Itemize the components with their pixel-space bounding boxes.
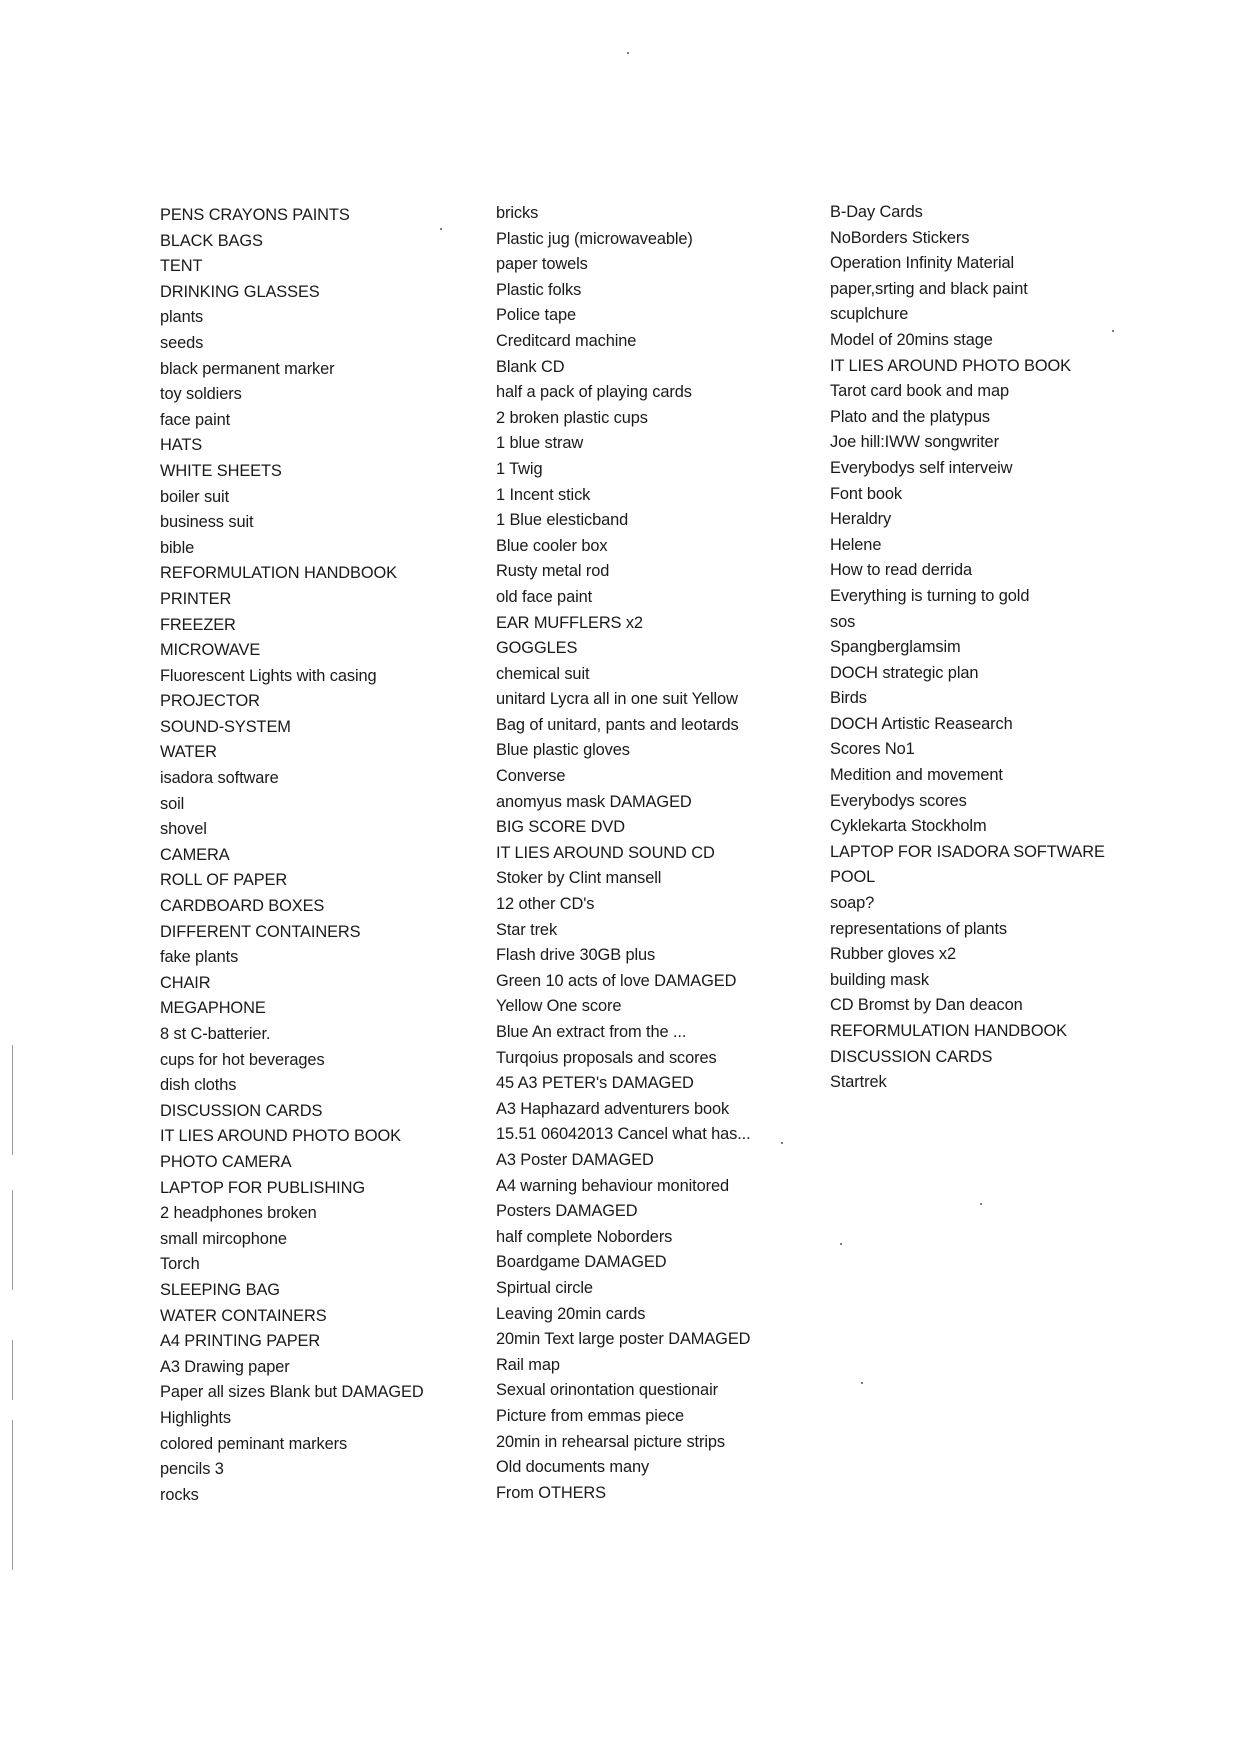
inventory-item: DISCUSSION CARDS <box>830 1047 993 1066</box>
inventory-item: Boardgame DAMAGED <box>496 1253 667 1272</box>
inventory-item: A3 Drawing paper <box>160 1357 290 1376</box>
inventory-item: 8 st C-batterier. <box>160 1025 271 1043</box>
scan-speck <box>861 1382 863 1384</box>
inventory-item: Torch <box>160 1255 200 1274</box>
inventory-item: PROJECTOR <box>160 692 260 711</box>
inventory-item: MICROWAVE <box>160 641 261 660</box>
inventory-item: building mask <box>830 970 929 989</box>
inventory-column-1 <box>160 203 424 1508</box>
inventory-item: paper towels <box>496 255 588 274</box>
inventory-item: DOCH strategic plan <box>830 663 979 682</box>
inventory-item: Bag of unitard, pants and leotards <box>496 715 739 734</box>
inventory-item: soap? <box>830 894 875 913</box>
inventory-item: representations of plants <box>830 919 1007 938</box>
inventory-item: LAPTOP FOR ISADORA SOFTWARE <box>830 842 1105 861</box>
inventory-item: REFORMULATION HANDBOOK <box>830 1022 1068 1040</box>
inventory-item: business suit <box>160 513 254 532</box>
inventory-item: Font book <box>830 484 902 503</box>
scan-edge-line <box>12 1045 13 1155</box>
inventory-item: pencils 3 <box>160 1460 224 1479</box>
inventory-item: A4 warning behaviour monitored <box>496 1176 729 1195</box>
inventory-item: fake plants <box>160 948 239 967</box>
inventory-item: cups for hot beverages <box>160 1050 325 1069</box>
inventory-item: Rusty metal rod <box>496 562 610 581</box>
inventory-item: shovel <box>160 820 207 839</box>
inventory-item: Creditcard machine <box>496 331 637 350</box>
inventory-item: half complete Noborders <box>496 1227 673 1246</box>
inventory-column-2 <box>496 201 751 1506</box>
inventory-item: boiler suit <box>160 487 230 506</box>
scan-speck <box>840 1243 842 1245</box>
inventory-item: A3 Poster DAMAGED <box>496 1150 654 1169</box>
inventory-item: Blue cooler box <box>496 536 608 555</box>
inventory-item: chemical suit <box>496 664 590 683</box>
inventory-item: PHOTO CAMERA <box>160 1152 292 1171</box>
inventory-item: 20min Text large poster DAMAGED <box>496 1330 751 1349</box>
inventory-item: Converse <box>496 767 566 786</box>
inventory-item: Blank CD <box>496 357 565 376</box>
inventory-item: IT LIES AROUND SOUND CD <box>496 843 715 862</box>
inventory-item: A3 Haphazard adventurers book <box>496 1099 730 1118</box>
inventory-item: 45 A3 PETER's DAMAGED <box>496 1074 694 1093</box>
inventory-item: 1 Twig <box>496 459 543 478</box>
inventory-item: Everybodys scores <box>830 791 967 810</box>
inventory-item: 15.51 06042013 Cancel what has... <box>496 1125 751 1144</box>
inventory-item: bricks <box>496 204 539 222</box>
inventory-item: Rail map <box>496 1355 560 1374</box>
inventory-item: small mircophone <box>160 1229 287 1248</box>
inventory-item: soil <box>160 794 185 813</box>
inventory-item: WATER <box>160 743 217 762</box>
inventory-item: DIFFERENT CONTAINERS <box>160 922 361 941</box>
inventory-item: bible <box>160 538 195 557</box>
inventory-item: DISCUSSION CARDS <box>160 1101 323 1120</box>
inventory-item: Flash drive 30GB plus <box>496 946 656 965</box>
inventory-item: 2 headphones broken <box>160 1204 317 1223</box>
inventory-item: black permanent marker <box>160 359 335 378</box>
scan-edge-line <box>12 1420 13 1570</box>
inventory-item: Spangberglamsim <box>830 638 961 657</box>
inventory-item: CARDBOARD BOXES <box>160 897 325 916</box>
inventory-item: POOL <box>830 868 876 887</box>
inventory-item: Fluorescent Lights with casing <box>160 666 377 685</box>
inventory-item: rocks <box>160 1485 199 1504</box>
inventory-item: SOUND-SYSTEM <box>160 717 291 736</box>
inventory-item: Leaving 20min cards <box>496 1304 646 1323</box>
inventory-item: DOCH Artistic Reasearch <box>830 714 1013 733</box>
inventory-item: Cyklekarta Stockholm <box>830 817 987 836</box>
inventory-item: Joe hill:IWW songwriter <box>830 433 999 452</box>
scan-edge-line <box>12 1190 13 1290</box>
inventory-item: dish cloths <box>160 1076 237 1095</box>
scan-edge-line <box>12 1340 13 1400</box>
inventory-item: How to read derrida <box>830 561 973 580</box>
inventory-item: IT LIES AROUND PHOTO BOOK <box>160 1127 401 1146</box>
inventory-item: GOGGLES <box>496 639 578 658</box>
inventory-item: Turqoius proposals and scores <box>496 1048 717 1067</box>
inventory-item: CAMERA <box>160 845 230 864</box>
inventory-item: Plato and the platypus <box>830 407 991 426</box>
inventory-item: Helene <box>830 535 882 554</box>
inventory-item: SLEEPING BAG <box>160 1280 280 1299</box>
scan-speck <box>440 228 442 230</box>
inventory-item: Medition and movement <box>830 766 1003 785</box>
inventory-item: Operation Infinity Material <box>830 254 1015 273</box>
inventory-item: 2 broken plastic cups <box>496 408 648 427</box>
inventory-item: MEGAPHONE <box>160 999 266 1018</box>
inventory-item: unitard Lycra all in one suit Yellow <box>496 690 738 709</box>
inventory-item: CD Bromst by Dan deacon <box>830 996 1023 1015</box>
inventory-item: TENT <box>160 257 203 276</box>
inventory-item: Picture from emmas piece <box>496 1406 684 1425</box>
inventory-item: B-Day Cards <box>830 203 923 221</box>
inventory-item: REFORMULATION HANDBOOK <box>160 564 398 583</box>
inventory-column-3 <box>830 200 1105 1096</box>
inventory-item: Heraldry <box>830 510 892 529</box>
inventory-item: Spirtual circle <box>496 1278 593 1297</box>
inventory-item: sos <box>830 612 856 631</box>
scan-speck <box>980 1203 982 1205</box>
inventory-item: WATER CONTAINERS <box>160 1306 327 1325</box>
inventory-item: colored peminant markers <box>160 1434 348 1453</box>
inventory-item: Everybodys self interveiw <box>830 458 1013 477</box>
inventory-item: anomyus mask DAMAGED <box>496 792 692 811</box>
inventory-item: 1 Blue elesticband <box>496 511 629 530</box>
inventory-item: IT LIES AROUND PHOTO BOOK <box>830 356 1071 375</box>
inventory-item: FREEZER <box>160 615 236 634</box>
inventory-item: Scores No1 <box>830 740 915 759</box>
inventory-item: Stoker by Clint mansell <box>496 869 662 888</box>
inventory-item: CHAIR <box>160 973 211 992</box>
inventory-item: 1 blue straw <box>496 434 584 453</box>
inventory-item: seeds <box>160 333 204 352</box>
inventory-item: 12 other CD's <box>496 895 595 914</box>
inventory-item: Birds <box>830 689 867 708</box>
inventory-item: face paint <box>160 410 231 429</box>
inventory-item: Paper all sizes Blank but DAMAGED <box>160 1383 424 1402</box>
inventory-item: 1 Incent stick <box>496 485 591 504</box>
inventory-item: DRINKING GLASSES <box>160 282 320 301</box>
inventory-item: Yellow One score <box>496 997 622 1016</box>
inventory-item: PENS CRAYONS PAINTS <box>160 206 350 224</box>
inventory-item: LAPTOP FOR PUBLISHING <box>160 1178 365 1197</box>
inventory-item: NoBorders Stickers <box>830 228 970 247</box>
inventory-item: Rubber gloves x2 <box>830 945 956 964</box>
inventory-item: old face paint <box>496 587 593 606</box>
inventory-item: Startrek <box>830 1073 887 1092</box>
inventory-item: Blue plastic gloves <box>496 741 630 760</box>
inventory-item: From OTHERS <box>496 1483 606 1502</box>
inventory-item: Sexual orinontation questionair <box>496 1381 718 1400</box>
inventory-item: toy soldiers <box>160 385 242 404</box>
inventory-item: HATS <box>160 436 203 455</box>
inventory-item: BLACK BAGS <box>160 231 263 250</box>
inventory-item: Tarot card book and map <box>830 382 1010 401</box>
inventory-item: ROLL OF PAPER <box>160 871 288 890</box>
inventory-item: Blue An extract from the ... <box>496 1023 687 1041</box>
inventory-item: half a pack of playing cards <box>496 383 692 402</box>
inventory-item: Police tape <box>496 306 576 325</box>
inventory-item: Model of 20mins stage <box>830 330 993 349</box>
inventory-item: BIG SCORE DVD <box>496 818 625 837</box>
inventory-item: Plastic folks <box>496 280 582 299</box>
inventory-item: 20min in rehearsal picture strips <box>496 1432 726 1451</box>
inventory-item: Plastic jug (microwaveable) <box>496 229 693 248</box>
inventory-item: paper,srting and black paint <box>830 279 1028 298</box>
scan-speck <box>1112 330 1114 332</box>
inventory-item: Posters DAMAGED <box>496 1202 638 1221</box>
inventory-item: plants <box>160 308 204 327</box>
inventory-item: Old documents many <box>496 1458 650 1477</box>
inventory-item: Star trek <box>496 920 558 939</box>
inventory-item: EAR MUFFLERS x2 <box>496 613 643 632</box>
scan-speck <box>781 1142 783 1144</box>
inventory-item: Green 10 acts of love DAMAGED <box>496 971 737 990</box>
inventory-item: Highlights <box>160 1408 231 1427</box>
inventory-item: Everything is turning to gold <box>830 586 1030 605</box>
inventory-item: A4 PRINTING PAPER <box>160 1332 321 1351</box>
scan-speck <box>627 52 629 54</box>
inventory-item: PRINTER <box>160 589 232 608</box>
inventory-item: isadora software <box>160 769 279 788</box>
inventory-item: WHITE SHEETS <box>160 461 282 480</box>
inventory-item: scuplchure <box>830 305 909 324</box>
